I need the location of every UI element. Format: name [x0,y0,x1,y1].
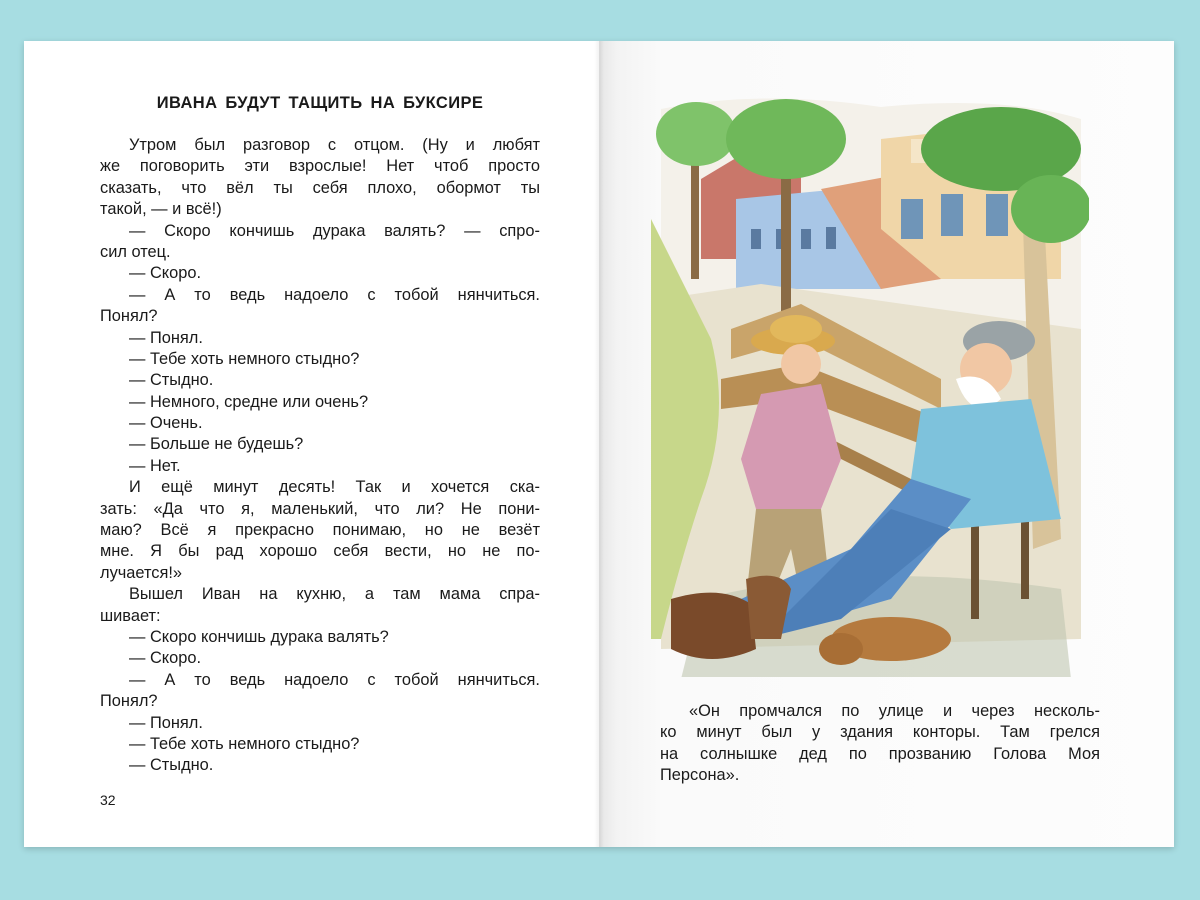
text-line: ко минут был у здания конторы. Там грелся [660,723,1100,742]
text-line: Понял? [100,692,158,711]
text-line: — Больше не будешь? [129,435,304,454]
book-spread [24,41,1174,847]
text-line: — Скоро кончишь дурака валять? — спро- [129,221,540,240]
text-line: — Понял. [129,713,203,732]
text-line: — Очень. [129,414,203,433]
text-line: такой, — и всё!) [100,200,222,219]
text-line: — Нет. [129,456,181,475]
text-line: И ещё минут десять! Так и хочется ска- [129,478,540,497]
text-line: — Скоро. [129,649,202,668]
text-line: мне. Я бы рад хорошо себя вести, но не по- [100,542,540,561]
text-line: зать: «Да что я, маленький, что ли? Не пони- [100,499,540,518]
text-line: Понял? [100,307,158,326]
text-line: — Скоро кончишь дурака валять? [129,627,389,646]
body-text [100,135,540,777]
text-line: же поговорить эти взрослые! Нет чтоб просто [100,157,540,176]
text-line: Утром был разговор с отцом. (Ну и любят [129,136,540,154]
text-line: — Немного, средне или очень? [129,392,369,411]
text-line: — Понял. [129,328,203,347]
page-number: 32 [100,792,116,808]
text-line: — А то ведь надоело с тобой нянчиться. [129,285,540,304]
chapter-title: ИВАНА БУДУТ ТАЩИТЬ НА БУКСИРЕ [156,94,484,112]
text-line: шивает: [100,606,161,625]
illustration [641,79,1089,677]
text-line: лучается!» [100,563,183,582]
text-line: сказать, что вёл ты себя плохо, обормот ты [100,178,540,197]
text-line: сил отец. [100,242,171,261]
text-line: Вышел Иван на кухню, а там мама спра- [129,585,540,604]
text-line: — А то ведь надоело с тобой нянчиться. [129,670,540,689]
left-page [24,41,599,847]
illustration-caption [660,701,1100,787]
right-page [599,41,1174,847]
text-line: — Стыдно. [129,371,214,390]
text-line: на солнышке дед по прозванию Голова Моя [660,744,1100,763]
text-line: маю? Всё я прекрасно понимаю, но не везёт [100,521,540,540]
text-line: — Стыдно. [129,756,214,775]
text-line: — Скоро. [129,264,202,283]
text-line: — Тебе хоть немного стыдно? [129,349,360,368]
text-line: «Он промчался по улице и через несколь- [689,702,1100,720]
text-line: — Тебе хоть немного стыдно? [129,734,360,753]
text-line: Персона». [660,766,740,785]
